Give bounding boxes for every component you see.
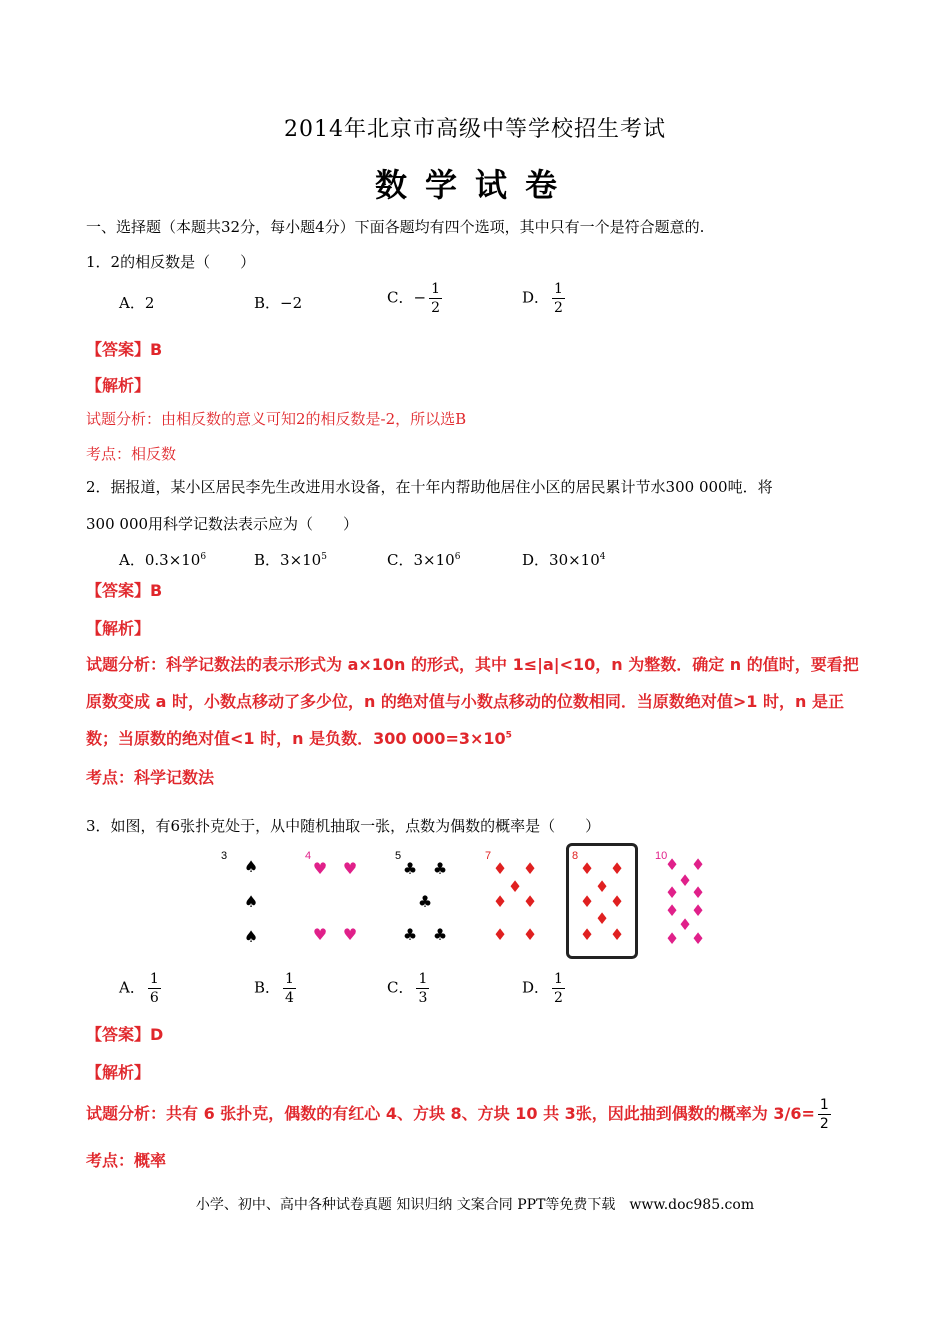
card-suit-icon: ♦ xyxy=(507,877,523,896)
q2-analysis-title: 【解析】 xyxy=(86,619,151,638)
card-suit-icon: ♦ xyxy=(690,883,706,902)
q1-point: 考点：相反数 xyxy=(86,445,177,463)
q1-option-c-fraction xyxy=(429,282,442,315)
card-suit-icon: ♦ xyxy=(690,929,706,948)
card-suit-icon: ♠ xyxy=(243,892,259,911)
q2-analysis-line3 xyxy=(86,726,512,749)
q2-option-b xyxy=(254,549,327,570)
card-suit-icon: ♦ xyxy=(492,892,508,911)
card-suit-icon: ♦ xyxy=(677,915,693,934)
card-suit-icon: ♣ xyxy=(432,925,448,944)
card-suit-icon: ♦ xyxy=(690,901,706,920)
q3-analysis-text: 试题分析：共有 6 张扑克，偶数的有红心 4、方块 8、方块 10 共 3张，因此抽到偶数的概率为 3/6= xyxy=(86,1104,815,1123)
q1-option-a: A．2 xyxy=(119,294,155,312)
card-suit-icon: ♦ xyxy=(579,859,595,878)
card-suit-icon: ♦ xyxy=(609,859,625,878)
q2-option-b-label: B． xyxy=(254,551,281,569)
q3-option-c-label: C． xyxy=(387,978,414,997)
q2-option-d xyxy=(522,549,606,570)
card-suit-icon: ♥ xyxy=(312,859,328,878)
q2-option-b-base: 3×10 xyxy=(280,551,322,569)
q1-stem: 1．2的相反数是（ ） xyxy=(86,253,256,271)
fraction-denominator: 4 xyxy=(285,990,294,1006)
q3-option-a xyxy=(119,972,161,1005)
card-suit-icon: ♦ xyxy=(664,901,680,920)
q3-option-a-fraction xyxy=(148,972,161,1005)
fraction-numerator: 1 xyxy=(285,971,294,987)
card-suit-icon: ♥ xyxy=(342,859,358,878)
fraction-numerator: 1 xyxy=(554,281,563,297)
q1-option-d-fraction xyxy=(552,282,565,315)
playing-card xyxy=(566,843,638,959)
playing-card xyxy=(302,846,368,956)
q2-option-c xyxy=(387,549,460,570)
card-suit-icon: ♦ xyxy=(664,883,680,902)
card-rank: 5 xyxy=(395,850,402,862)
q3-analysis xyxy=(86,1098,831,1131)
q1-option-d xyxy=(522,282,565,315)
q2-analysis-line1: 试题分析：科学记数法的表示形式为 a×10n 的形式，其中 1≤|a|<10，n 为整数．确定 n 的值时，要看把 xyxy=(86,655,859,674)
card-rank: 7 xyxy=(485,850,492,862)
q1-analysis-title: 【解析】 xyxy=(86,376,151,395)
card-suit-icon: ♦ xyxy=(664,855,680,874)
paper-title: 数学试卷 xyxy=(374,166,575,204)
card-face xyxy=(652,846,718,956)
q3-option-d-label: D． xyxy=(522,978,550,997)
card-rank: 8 xyxy=(572,850,579,862)
card-suit-icon: ♦ xyxy=(522,892,538,911)
q1-analysis: 试题分析：由相反数的意义可知2的相反数是-2，所以选B xyxy=(86,410,467,428)
q3-option-b xyxy=(254,972,296,1005)
card-suit-icon: ♦ xyxy=(594,877,610,896)
q2-answer: 【答案】B xyxy=(86,581,163,600)
q3-option-d-fraction xyxy=(552,972,565,1005)
q2-option-a-label: A． xyxy=(119,551,145,569)
card-face xyxy=(218,846,284,956)
card-suit-icon: ♥ xyxy=(312,925,328,944)
q3-option-a-label: A． xyxy=(119,978,145,997)
fraction-denominator: 6 xyxy=(149,990,159,1006)
q2-option-b-exp: 5 xyxy=(321,552,327,562)
card-suit-icon: ♦ xyxy=(609,892,625,911)
card-suit-icon: ♥ xyxy=(342,925,358,944)
fraction-denominator: 2 xyxy=(431,300,440,316)
q1-option-c-sign: − xyxy=(413,288,427,307)
playing-card xyxy=(392,846,458,956)
q1-option-c-label: C． xyxy=(387,288,414,307)
card-suit-icon: ♣ xyxy=(432,859,448,878)
fraction-numerator: 1 xyxy=(149,971,159,987)
q2-analysis-line3-text: 数；当原数的绝对值<1 时，n 是负数．300 000=3×10 xyxy=(86,729,506,748)
q3-stem: 3．如图，有6张扑克处于，从中随机抽取一张，点数为偶数的概率是（ ） xyxy=(86,817,601,835)
card-rank: 4 xyxy=(305,850,312,862)
footer-text: 小学、初中、高中各种试卷真题 知识归纳 文案合同 PPT等免费下载 www.doc985.com xyxy=(195,1197,755,1213)
playing-card xyxy=(652,846,718,956)
q2-option-a xyxy=(119,549,206,570)
q2-option-a-base: 0.3×10 xyxy=(144,551,201,569)
fraction-numerator: 1 xyxy=(554,971,563,987)
card-suit-icon: ♠ xyxy=(243,927,259,946)
q1-answer: 【答案】B xyxy=(86,340,163,359)
card-suit-icon: ♣ xyxy=(402,859,418,878)
q2-stem-line2: 300 000用科学记数法表示应为（ ） xyxy=(86,515,359,533)
fraction-denominator: 2 xyxy=(554,300,563,316)
section-intro: 一、选择题（本题共32分，每小题4分）下面各题均有四个选项，其中只有一个是符合题意的. xyxy=(86,218,705,236)
card-suit-icon: ♦ xyxy=(677,871,693,890)
q3-answer: 【答案】D xyxy=(86,1025,164,1044)
card-suit-icon: ♦ xyxy=(579,925,595,944)
exam-title: 2014年北京市高级中等学校招生考试 xyxy=(284,117,666,142)
q2-point: 考点：科学记数法 xyxy=(86,768,215,787)
card-face xyxy=(569,846,635,956)
q1-option-b: B．−2 xyxy=(254,294,303,312)
q3-option-b-label: B． xyxy=(254,978,281,997)
fraction-denominator: 3 xyxy=(418,990,428,1006)
q2-option-d-exp: 4 xyxy=(599,552,606,562)
q2-option-d-base: 30×10 xyxy=(549,551,600,569)
card-suit-icon: ♣ xyxy=(402,925,418,944)
q2-option-c-label: C． xyxy=(387,551,414,569)
q2-analysis-line3-exp: 5 xyxy=(505,730,512,741)
card-suit-icon: ♦ xyxy=(492,859,508,878)
card-face xyxy=(302,846,368,956)
fraction-numerator: 1 xyxy=(431,281,440,297)
card-face xyxy=(392,846,458,956)
q3-analysis-fraction xyxy=(818,1098,831,1131)
card-suit-icon: ♦ xyxy=(522,859,538,878)
card-suit-icon: ♠ xyxy=(243,857,259,876)
card-rank: 3 xyxy=(221,850,228,862)
q2-option-c-exp: 6 xyxy=(454,552,461,562)
card-suit-icon: ♦ xyxy=(522,925,538,944)
q2-analysis-line2: 原数变成 a 时，小数点移动了多少位，n 的绝对值与小数点移动的位数相同．当原数绝对值>1 时，n 是正 xyxy=(86,692,844,711)
fraction-denominator: 2 xyxy=(554,990,563,1006)
card-suit-icon: ♦ xyxy=(664,929,680,948)
q2-option-c-base: 3×10 xyxy=(413,551,455,569)
q2-option-d-label: D． xyxy=(522,551,550,569)
card-suit-icon: ♦ xyxy=(690,855,706,874)
card-suit-icon: ♦ xyxy=(594,909,610,928)
q2-option-a-exp: 6 xyxy=(200,552,207,562)
card-suit-icon: ♦ xyxy=(609,925,625,944)
card-face xyxy=(482,846,548,956)
q3-analysis-title: 【解析】 xyxy=(86,1063,151,1082)
q1-option-c xyxy=(387,282,442,315)
card-suit-icon: ♦ xyxy=(492,925,508,944)
q1-option-d-label: D． xyxy=(522,288,550,307)
fraction-numerator: 1 xyxy=(819,1097,829,1113)
q2-stem-line1: 2．据报道，某小区居民李先生改进用水设备，在十年内帮助他居住小区的居民累计节水300 000吨．将 xyxy=(86,478,773,496)
q3-option-b-fraction xyxy=(283,972,296,1005)
card-rank: 10 xyxy=(655,850,668,862)
card-suit-icon: ♣ xyxy=(417,892,433,911)
fraction-numerator: 1 xyxy=(418,971,428,987)
q3-option-d xyxy=(522,972,565,1005)
q3-option-c-fraction xyxy=(416,972,429,1005)
q3-point: 考点：概率 xyxy=(86,1151,167,1170)
fraction-denominator: 2 xyxy=(819,1116,829,1132)
card-suit-icon: ♦ xyxy=(579,892,595,911)
playing-card xyxy=(482,846,548,956)
playing-card xyxy=(218,846,284,956)
q3-option-c xyxy=(387,972,429,1005)
